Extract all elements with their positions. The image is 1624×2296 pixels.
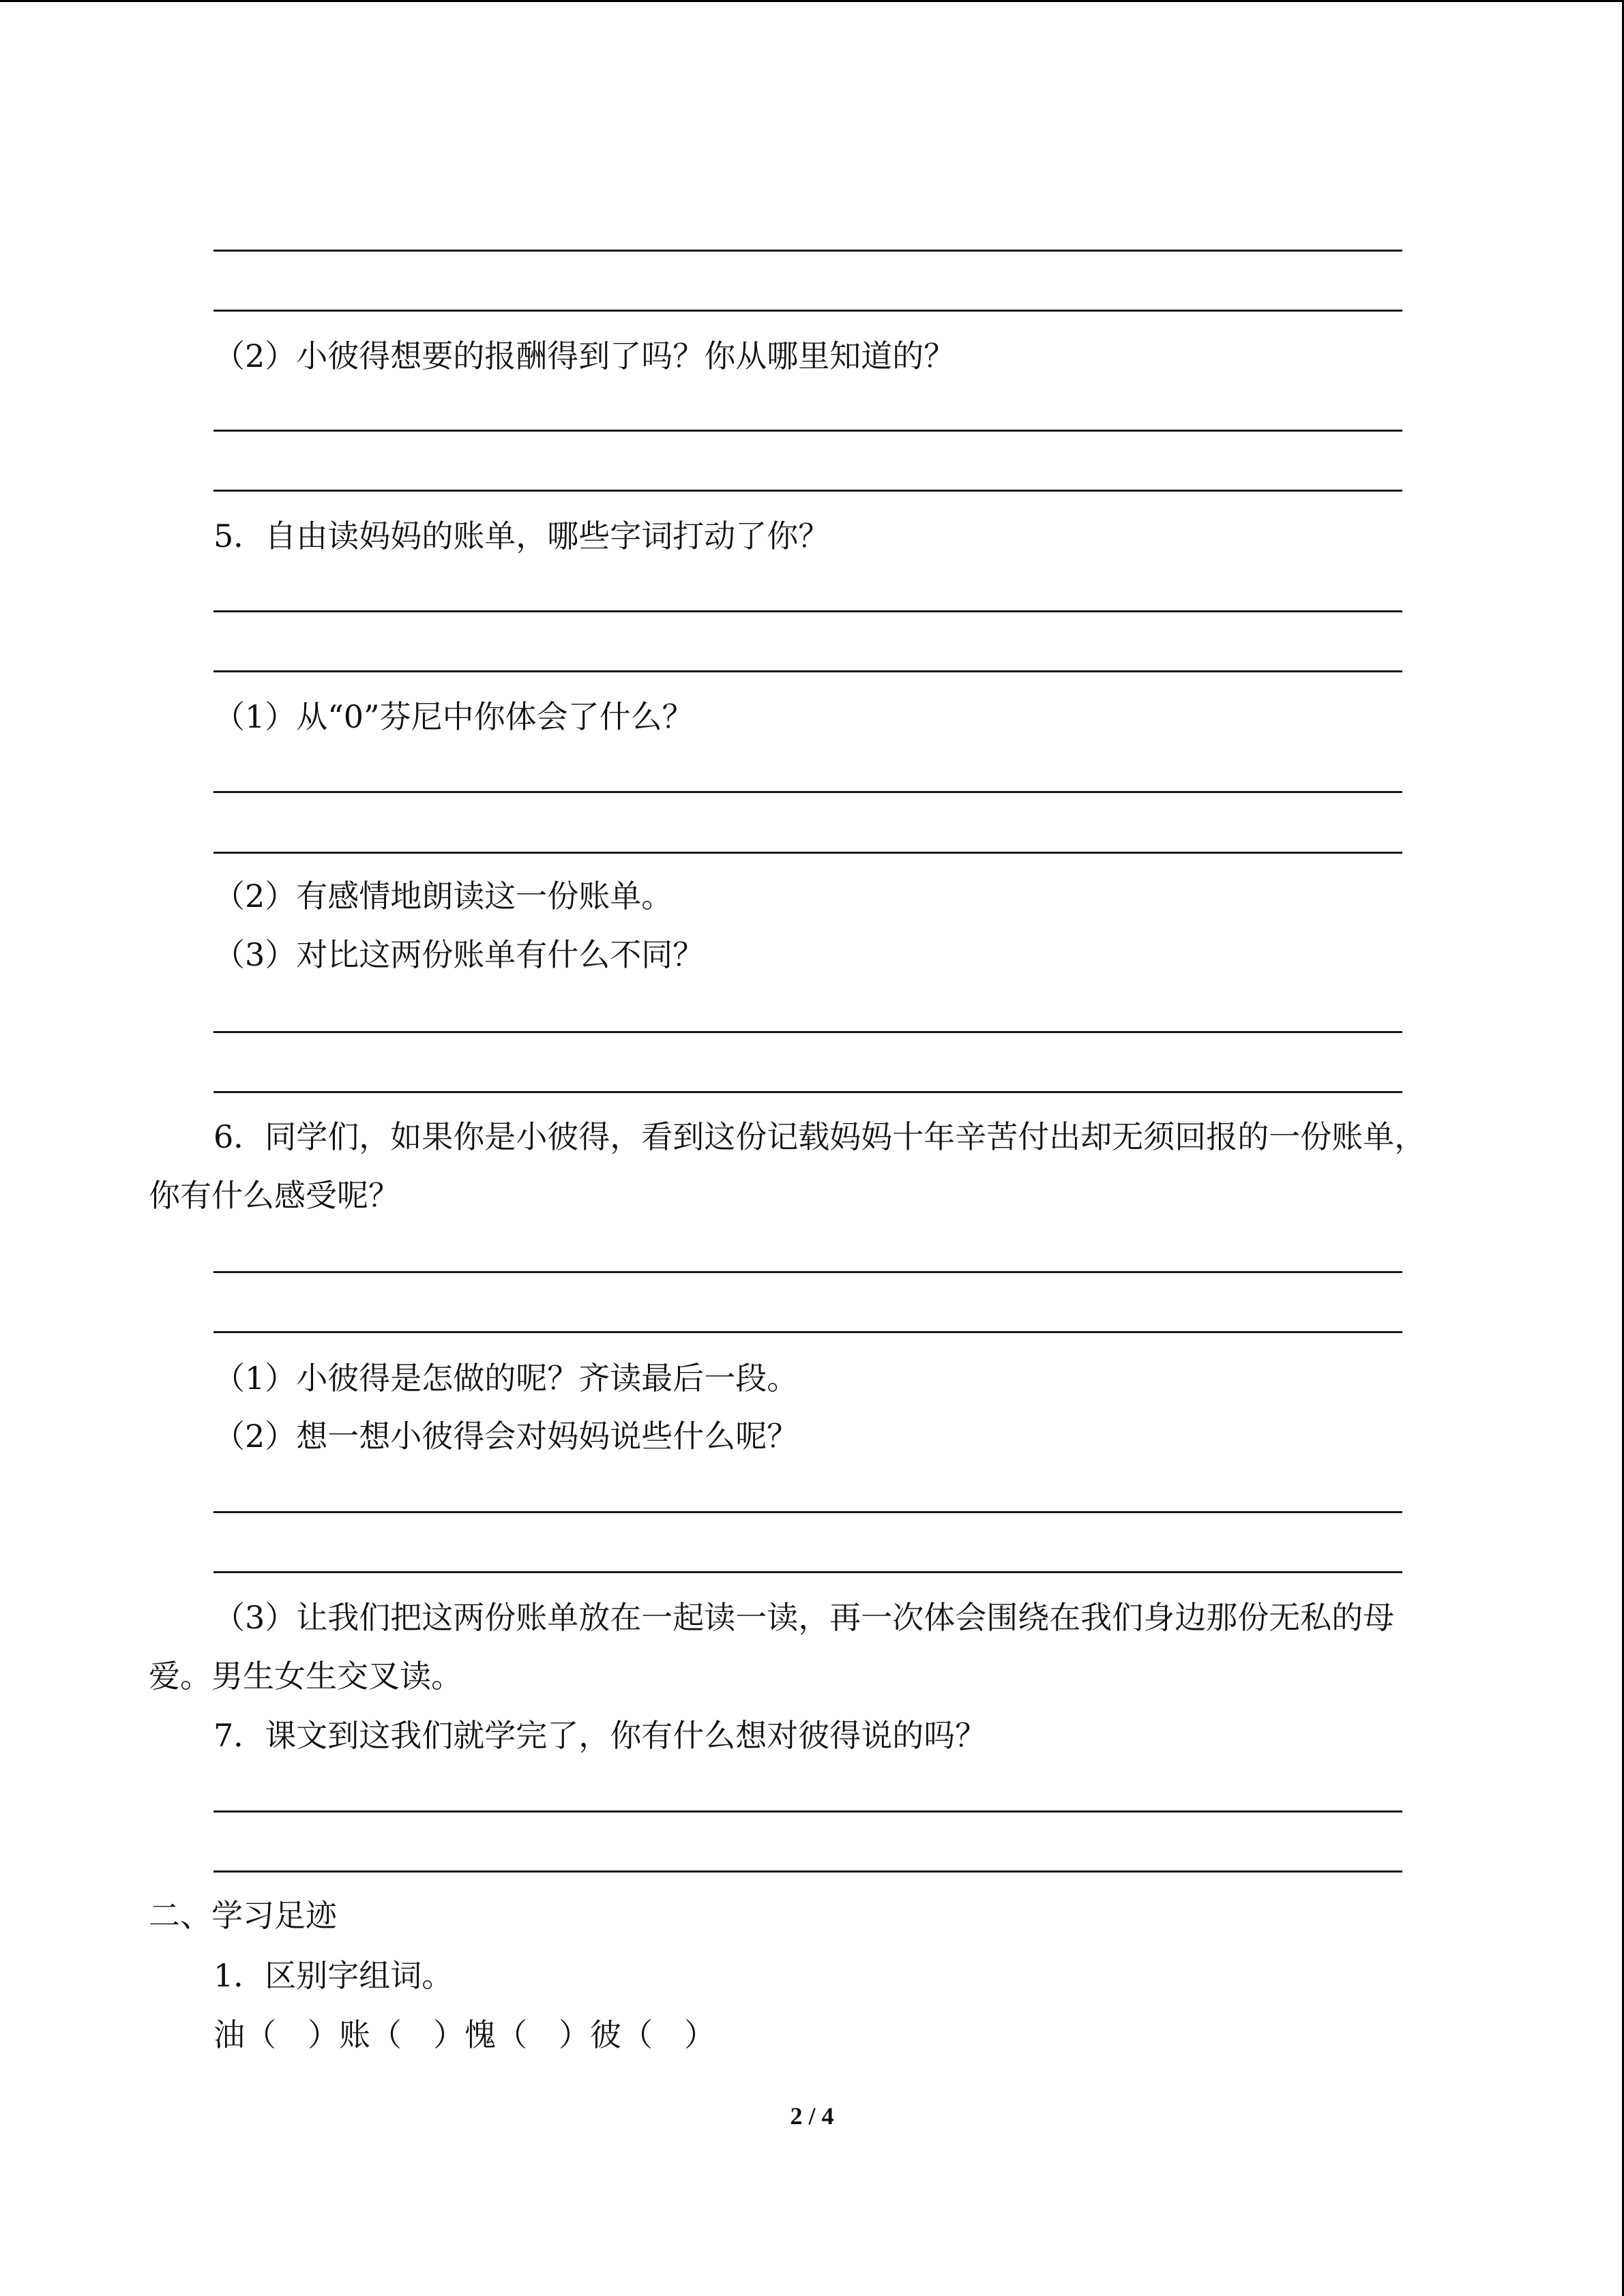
question-5-2: （2）有感情地朗读这一份账单。: [213, 878, 673, 914]
question-6-line-2: 你有什么感受呢？: [149, 1177, 400, 1214]
section-2-title: 二、学习足迹: [149, 1897, 337, 1934]
answer-line[interactable]: [213, 490, 1402, 492]
question-5-1: （1）从“0”芬尼中你体会了什么？: [213, 698, 694, 735]
answer-line[interactable]: [213, 1511, 1402, 1513]
answer-line[interactable]: [213, 1331, 1402, 1333]
question-5: 5．自由读妈妈的账单，哪些字词打动了你？: [213, 518, 830, 554]
section-2-question-1: 1．区别字组词。: [213, 1957, 454, 1994]
question-4-2: （2）小彼得想要的报酬得到了吗？你从哪里知道的？: [213, 338, 956, 374]
answer-line[interactable]: [213, 791, 1402, 793]
answer-line[interactable]: [213, 310, 1402, 312]
answer-line[interactable]: [213, 852, 1402, 854]
answer-line[interactable]: [213, 430, 1402, 432]
answer-line[interactable]: [213, 250, 1402, 252]
question-5-3: （3）对比这两份账单有什么不同？: [213, 936, 705, 973]
word-group-fill-blanks[interactable]: 油（ ）账（ ）愧（ ）彼（ ）: [213, 2016, 715, 2053]
question-6-3-line-2: 爱。男生女生交叉读。: [149, 1658, 462, 1695]
page-number: 2 / 4: [790, 2102, 834, 2130]
answer-line[interactable]: [213, 1810, 1402, 1813]
question-7: 7．课文到这我们就学完了，你有什么想对彼得说的吗？: [213, 1717, 987, 1754]
question-6-3-line-1: （3）让我们把这两份账单放在一起读一读，再一次体会围绕在我们身边那份无私的母: [213, 1599, 1395, 1636]
answer-line[interactable]: [213, 1870, 1402, 1873]
question-6-line-1: 6．同学们，如果你是小彼得，看到这份记载妈妈十年辛苦付出却无须回报的一份账单，: [213, 1118, 1426, 1155]
answer-line[interactable]: [213, 610, 1402, 612]
question-6-2: （2）想一想小彼得会对妈妈说些什么呢？: [213, 1418, 799, 1455]
question-6-1: （1）小彼得是怎做的呢？齐读最后一段。: [213, 1360, 799, 1397]
answer-line[interactable]: [213, 1091, 1402, 1093]
answer-line[interactable]: [213, 1031, 1402, 1033]
answer-line[interactable]: [213, 670, 1402, 672]
answer-line[interactable]: [213, 1271, 1402, 1273]
answer-line[interactable]: [213, 1571, 1402, 1573]
page-border-top: [0, 0, 1624, 2]
